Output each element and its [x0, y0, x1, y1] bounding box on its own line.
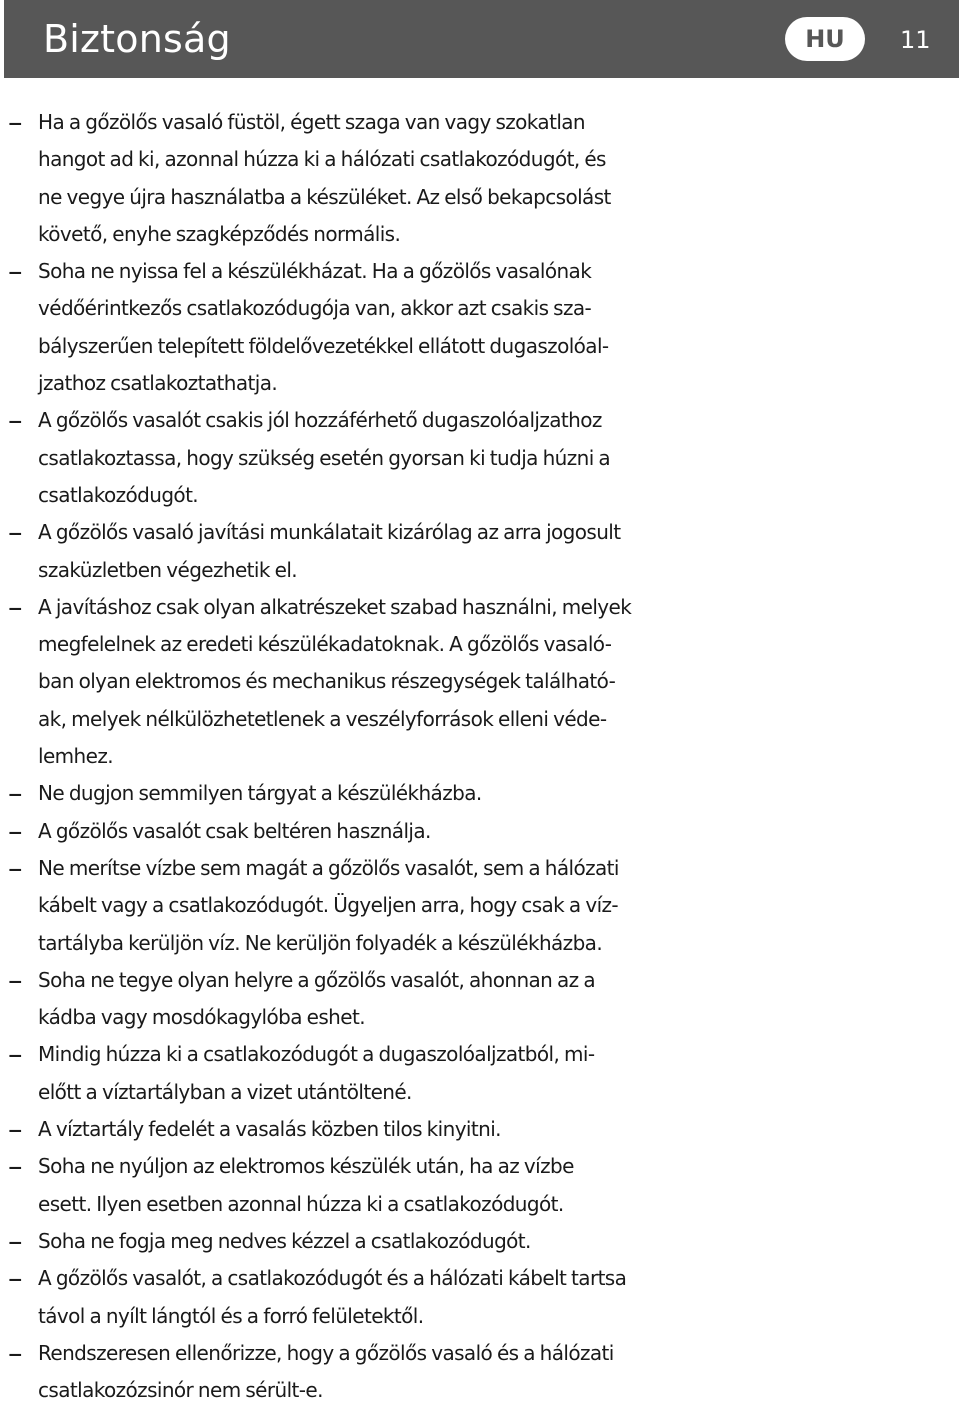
safety-item-line: kádba vagy mosdókagylóba eshet.: [38, 1005, 365, 1030]
dash-bullet-icon: –: [8, 1335, 22, 1370]
safety-item-line: esett. Ilyen esetben azonnal húzza ki a csatlakozódugót.: [38, 1191, 564, 1216]
safety-item: [0, 813, 960, 850]
dash-bullet-icon: –: [8, 813, 22, 848]
safety-item-line: követő, enyhe szagképződés normális.: [38, 221, 401, 246]
safety-item: [0, 104, 960, 253]
safety-item: [0, 514, 960, 589]
safety-item-line: A gőzölős vasalót csak beltéren használja.: [38, 818, 431, 843]
safety-item-line: lemhez.: [38, 744, 113, 769]
safety-item-line: csatlakozódugót.: [38, 482, 199, 507]
safety-item-line: ne vegye újra használatba a készüléket. Az első bekapcsolást: [38, 184, 611, 209]
page-header: [4, 0, 959, 78]
safety-item-line: tartályba kerüljön víz. Ne kerüljön folyadék a készülékházba.: [38, 930, 603, 955]
dash-bullet-icon: –: [8, 515, 22, 550]
safety-item: [0, 962, 960, 1037]
dash-bullet-icon: –: [8, 962, 22, 997]
dash-bullet-icon: –: [8, 1261, 22, 1296]
safety-item-line: megfelelnek az eredeti készülékadatoknak. A gőzölős vasaló-: [38, 632, 612, 657]
safety-item-line: A gőzölős vasalót, a csatlakozódugót és a hálózati kábelt tartsa: [38, 1266, 627, 1291]
dash-bullet-icon: –: [8, 589, 22, 624]
safety-item-line: Ha a gőzölős vasaló füstöl, égett szaga van vagy szokatlan: [38, 110, 586, 134]
safety-item-line: ak, melyek nélkülözhetetlenek a veszélyforrások elleni véde-: [38, 706, 607, 731]
dash-bullet-icon: –: [8, 850, 22, 885]
safety-item-line: csatlakoztassa, hogy szükség esetén gyorsan ki tudja húzni a: [38, 445, 611, 470]
dash-bullet-icon: –: [8, 254, 22, 289]
safety-item-line: Ne dugjon semmilyen tárgyat a készülékházba.: [38, 781, 482, 806]
safety-item-line: Soha ne nyissa fel a készülékházat. Ha a gőzölős vasalónak: [38, 259, 592, 284]
safety-item: [0, 1223, 960, 1260]
safety-item: [0, 1111, 960, 1148]
dash-bullet-icon: –: [8, 1112, 22, 1147]
safety-item: [0, 1335, 960, 1410]
safety-item-line: Mindig húzza ki a csatlakozódugót a dugaszolóaljzatból, mi-: [38, 1042, 595, 1067]
safety-item-line: ban olyan elektromos és mechanikus részegységek található-: [38, 669, 616, 694]
safety-item: [0, 850, 960, 962]
dash-bullet-icon: –: [8, 1037, 22, 1072]
page-number: 11: [900, 26, 931, 54]
safety-item: [0, 1036, 960, 1111]
safety-item-line: A gőzölős vasalót csakis jól hozzáférhető dugaszolóaljzathoz: [38, 408, 602, 433]
language-badge: HU: [785, 17, 865, 61]
safety-item-line: A javításhoz csak olyan alkatrészeket szabad használni, melyek: [38, 594, 632, 619]
dash-bullet-icon: –: [8, 403, 22, 438]
safety-item: [0, 1260, 960, 1335]
safety-item-line: előtt a víztartályban a vizet utántöltené.: [38, 1079, 412, 1104]
safety-item-line: A gőzölős vasaló javítási munkálatait kizárólag az arra jogosult: [38, 520, 621, 545]
safety-item: [0, 589, 960, 775]
safety-item-line: szaküzletben végezhetik el.: [38, 557, 298, 582]
safety-item-line: hangot ad ki, azonnal húzza ki a hálózati csatlakozódugót, és: [38, 147, 606, 172]
safety-item-line: A víztartály fedelét a vasalás közben tilos kinyitni.: [38, 1117, 501, 1142]
dash-bullet-icon: –: [8, 105, 22, 139]
safety-item: [0, 775, 960, 812]
safety-item-line: csatlakozózsinór nem sérült-e.: [38, 1378, 323, 1403]
safety-item-line: Soha ne tegye olyan helyre a gőzölős vasalót, ahonnan az a: [38, 967, 595, 992]
safety-item-line: jzathoz csatlakoztathatja.: [38, 371, 278, 396]
safety-item-line: bályszerűen telepített földelővezetékkel ellátott dugaszolóal-: [38, 333, 609, 358]
safety-item: [0, 1148, 960, 1223]
safety-item-line: Rendszeresen ellenőrizze, hogy a gőzölős vasaló és a hálózati: [38, 1340, 614, 1365]
dash-bullet-icon: –: [8, 776, 22, 811]
safety-item-line: Soha ne nyúljon az elektromos készülék után, ha az vízbe: [38, 1154, 574, 1179]
dash-bullet-icon: –: [8, 1223, 22, 1258]
safety-instructions-list: [0, 104, 960, 1409]
section-title: Biztonság: [43, 17, 231, 61]
safety-item-line: Ne merítse vízbe sem magát a gőzölős vasalót, sem a hálózati: [38, 855, 619, 880]
safety-item: [0, 253, 960, 402]
safety-item-line: Soha ne fogja meg nedves kézzel a csatlakozódugót.: [38, 1228, 531, 1253]
safety-item-line: távol a nyílt lángtól és a forró felületektől.: [38, 1303, 424, 1328]
safety-item: [0, 402, 960, 514]
safety-item-line: kábelt vagy a csatlakozódugót. Ügyeljen arra, hogy csak a víz-: [38, 893, 619, 918]
dash-bullet-icon: –: [8, 1149, 22, 1184]
safety-item-line: védőérintkezős csatlakozódugója van, akkor azt csakis sza-: [38, 296, 592, 321]
